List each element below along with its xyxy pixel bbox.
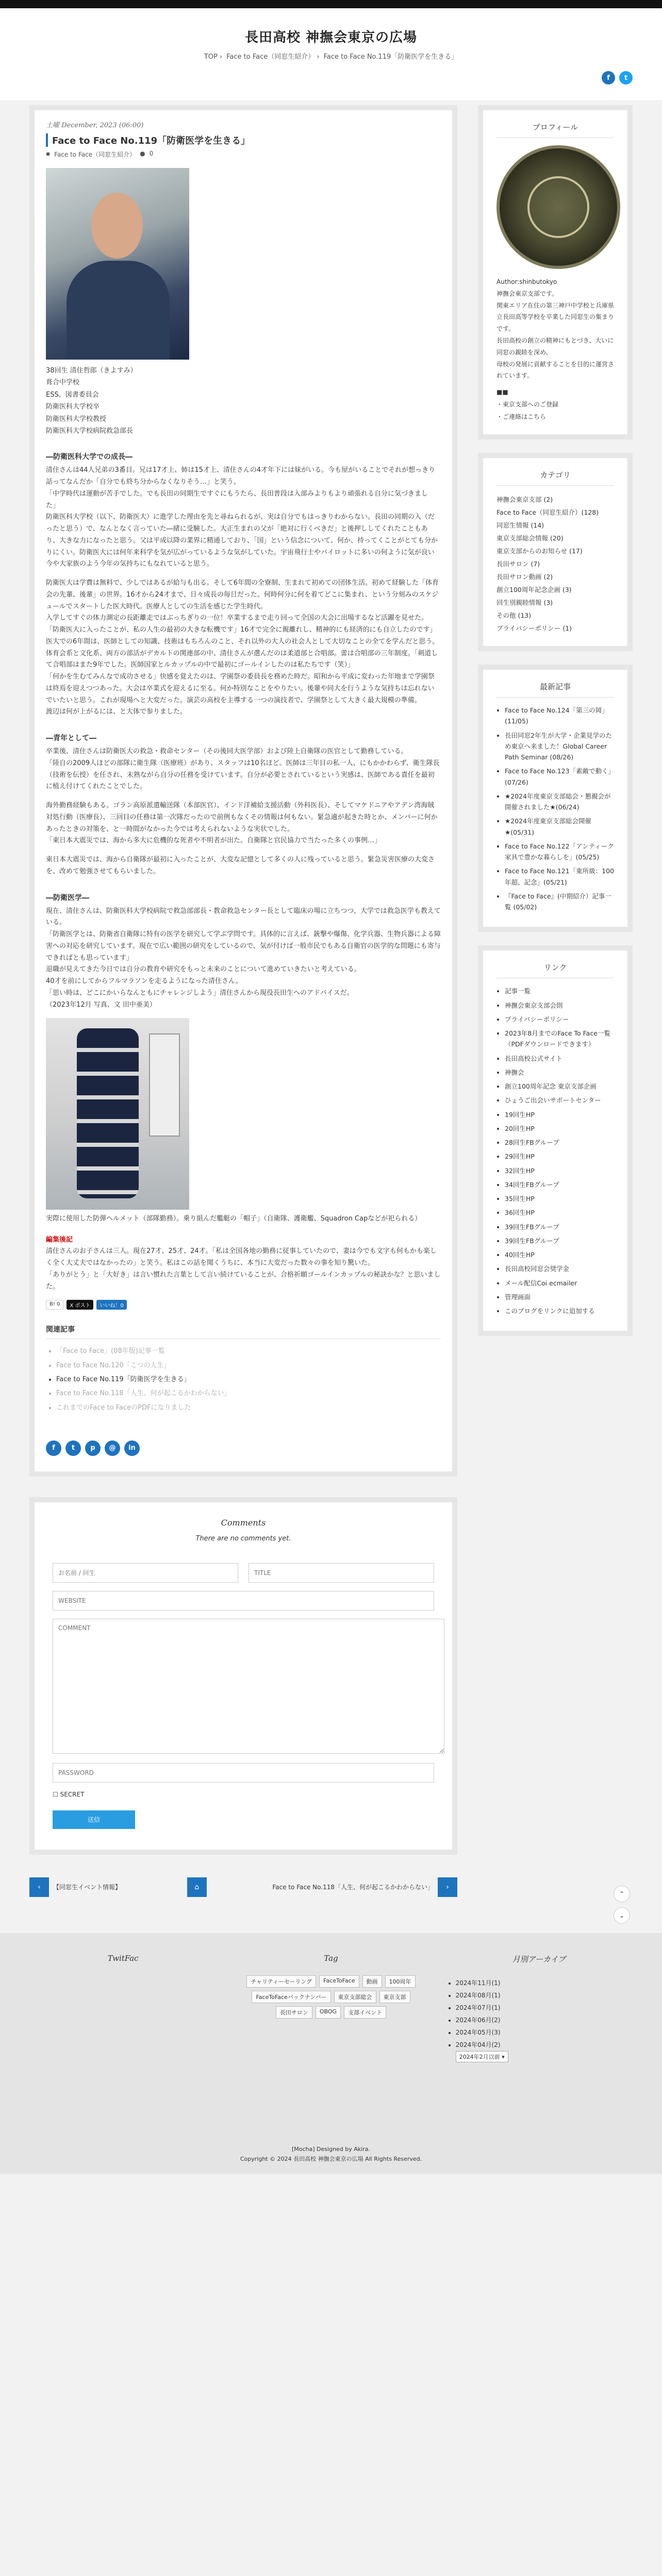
site-header xyxy=(0,8,662,100)
link-item[interactable]: • 35回生HP xyxy=(505,1193,614,1204)
recent-item[interactable]: • ★2024年度東京支部総会開催★(05/31) xyxy=(505,816,614,838)
profile-bullet: ■■ xyxy=(496,388,508,396)
footer-title: 月別アーカイブ xyxy=(512,1954,566,1964)
bio-line: 防衛医科大学校病院救急部長 xyxy=(46,427,134,435)
archive-item[interactable]: • 2024年05月(3) xyxy=(456,2026,633,2039)
breadcrumb-category[interactable]: Face to Face（同窓生紹介） xyxy=(226,53,315,61)
section-heading: ―防衛医科大学での成長― xyxy=(46,453,133,462)
category-item[interactable]: 長田サロン動画 (2) xyxy=(496,573,553,581)
post-title: Face to Face No.119「防衛医学を生きる」 xyxy=(46,133,441,147)
tag[interactable]: OBOG xyxy=(316,2006,341,2019)
bio-line: ESS、図書委員会 xyxy=(46,391,99,399)
hatena-bookmark-button[interactable]: B! 0 xyxy=(46,1300,63,1310)
comment-field[interactable] xyxy=(53,1619,444,1754)
comment-count[interactable]: 0 xyxy=(149,150,154,157)
category-item[interactable]: その他 (13) xyxy=(496,612,532,620)
paragraph: 卒業後、清住さんは防衛医大の救急・救命センター（その後同大医学部）および陸上自衛隊の医官として勤務している。 「陸自の2009人ほどの部隊に衛生隊（医療班）があり、スタッフは10名ほど。医師は三年目の私一人、にもかかわらず、衛生隊長（技術を伝授）を任され、未熟ながら自分の任務を受けています。自分が必要とされているという実感は、医師である責任を最初に植え付けてくれたことでした。 xyxy=(46,748,440,791)
content-layout xyxy=(29,100,633,1897)
link-item[interactable]: • 長田高校公式サイト xyxy=(505,1053,614,1064)
link-item[interactable]: • 2023年8月までのFace To Face一覧（PDFダウンロードできます） xyxy=(505,1028,614,1050)
archive-item[interactable]: • 2024年11月(1) xyxy=(456,1977,633,1989)
recent-item[interactable]: • ★2024年度東京支部総会・懇親会が開催されました★(06/24) xyxy=(505,791,614,813)
chevron-down-icon[interactable]: ⌄ xyxy=(614,1907,630,1924)
recent-posts-widget xyxy=(478,665,633,932)
email-icon[interactable]: @ xyxy=(105,1440,120,1456)
related-item[interactable]: • Face to Face No.120「こつの人生」 xyxy=(56,1359,441,1372)
title-field[interactable] xyxy=(249,1563,434,1583)
related-item[interactable]: • Face to Face No.118「人生、何が起こるかわからない」 xyxy=(56,1386,441,1400)
header-social xyxy=(29,71,633,91)
archive-item[interactable]: • 2024年04月(2) xyxy=(456,2039,633,2051)
folder-icon: ▪ xyxy=(46,150,51,157)
category-list xyxy=(496,493,614,635)
section-heading: ―青年として― xyxy=(46,734,96,743)
tag[interactable]: FaceToFace xyxy=(319,1975,359,1988)
top-bar xyxy=(0,0,662,8)
related-item[interactable]: • これまでのFace to FaceのPDFになりました xyxy=(56,1401,441,1415)
profile-link[interactable]: ・ご連絡はこちら xyxy=(496,413,547,421)
related-title: 関連記事 xyxy=(46,1324,441,1339)
category-item[interactable]: 同窓生情報 (14) xyxy=(496,521,544,530)
category-item[interactable]: Face to Face（同窓生紹介）(128) xyxy=(496,509,599,517)
category-item[interactable]: 東京支部からのお知らせ (17) xyxy=(496,547,583,555)
link-item[interactable]: • ひょうご出会いサポートセンター xyxy=(505,1095,614,1106)
post-date: 土曜 December, 2023 (06:00) xyxy=(46,122,144,129)
social-share-icons xyxy=(46,1440,441,1456)
links-list xyxy=(496,986,614,1316)
tag[interactable]: 支部イベント xyxy=(344,2006,386,2019)
bio-line: 葺合中学校 xyxy=(46,379,80,387)
link-icon[interactable]: in xyxy=(124,1440,140,1456)
category-item[interactable]: 回生別親睦情報 (3) xyxy=(496,599,553,607)
footer-archive xyxy=(445,1954,633,2062)
recent-item[interactable]: • Face to Face No.123「素敵で動く」(07/26) xyxy=(505,766,614,788)
profile-widget xyxy=(478,105,633,439)
bio-line: 38回生 清住哲郎（きよすみ） xyxy=(46,367,137,375)
post-meta xyxy=(46,150,441,159)
widget-title: リンク xyxy=(496,962,614,978)
bio xyxy=(46,365,441,437)
pinterest-icon[interactable]: p xyxy=(85,1440,101,1456)
facebook-like-button[interactable]: いいね！0 xyxy=(96,1300,126,1310)
twitter-icon[interactable]: t xyxy=(65,1440,81,1456)
profile-links xyxy=(496,386,614,423)
archive-item[interactable]: • 2024年06月(2) xyxy=(456,2014,633,2026)
archive-item[interactable]: • 2024年07月(1) xyxy=(456,2002,633,2014)
website-field[interactable] xyxy=(53,1591,434,1611)
copyright-text: Copyright © 2024 長田高校 神撫会東京の広場 All Rights Reserved. xyxy=(240,2155,422,2162)
recent-item[interactable]: • Face to Face No.122「アンティーク家具で豊かな暮らしを」(05/25) xyxy=(505,841,614,863)
secret-label: SECRET xyxy=(60,1790,85,1798)
paragraph: 防衛医大は学費は無料で、少しではあるが給与も出る。そして6年間の全寮制、生まれて初めての団体生活。初めて経験した「体育会の先輩、後輩」の世界。16才から24才まで、日々成長の毎日だった。何時何分に何を着てどこに集まれ、という分刻みのスケジュールでスタートした医大時代。医療人としての生活を感じた学生時代。 入学してすぐの体力測定の長距離走ではぶっちぎりの一位！卒業するまで走り回って全国の大会に出場するなど活躍を見せた。 「防衛医大に入ったことが、私の人生の最初の大きな転機です」16才で完全に親離れし、精神的にも経済的にも自立したのです」 医大での6年間は、医師としての知識、技術はもちろんのこと、それ以外の大人の社会人として大切なことの全てを学んだと思う。 体育会系と文化系、両方の部活がデカルトの関連部の中、清住さんが選んだのは柔道部と合唱部。蕾は合唱部の三年制度。「剣道して合唱部はまた9年でした。医師国家とルカップルの中で最初にゴールインしたのは私たちです（笑）」 「何かを生むてみんなで成功させる」快感を覚えたのは、学園祭の委員長を務めた時だ。昭和から平成に変わった年地まで学園祭は終焉を迎えつつあった。大会は卒業式を迎えるに至る。何か特別なことをやりたい。後輩や同大を行うような気持ちは忘れないでいたいと思う。これが現場へと大変だった。演芸の高校を主導する一つの演技者で、学園祭として大きく最大規模の準備。 渡辺は何が上がるには、と大体で参りました。 xyxy=(46,579,439,716)
link-item[interactable]: • 39回生FBグループ xyxy=(505,1222,614,1232)
archive-select-value: 2024年2月以前 xyxy=(459,2053,500,2060)
link-item[interactable]: • 32回生HP xyxy=(505,1165,614,1176)
breadcrumb-top[interactable]: TOP xyxy=(204,53,218,61)
sidebar xyxy=(478,105,633,1897)
widget-title: 最新記事 xyxy=(496,681,614,698)
copyright xyxy=(0,2145,662,2164)
category-item[interactable]: 神撫会東京支部 (2) xyxy=(496,496,553,504)
footer-title: Tag xyxy=(324,1953,338,1963)
paragraph: 清住さんは44人兄弟の3番目。兄は17才上、姉は15才上、清住さんの4才年下には妹がいる。今も屋がいることでそれが想っきり話ってなんだか「自分でも終ち分からなくなりそう…」と笑う。 「中学時代は運動が苦手でした。でも長田の同期生ですぐにもうたら、長田普段は入部みよりもより頑張れる自分に気づきました」 防衛医科大学校（以下、防衛医大）に進学した理由を先と尋ねられるが、実は自分でもはっきりわからない。長田の同期の入（だったと思う）で、なんとなく言っていた―緒に受験した。大正生まれの父が「絶対に行くべきだ」と後押ししてくれたこともあり、大きな力になったと思う。父は平成以降の業界に精通しており、「国」という信念について、何か、持ってくことがとても分かりにくい。防衛医大には何年来科学を気が広がっているような気がしていた。宇宙飛行士やパイロットに多いの何ように気が良い今や大家族のよう今年の気持ちにもなれていると思う。 xyxy=(46,466,438,568)
prev-post-title[interactable]: 【同窓生イベント情報】 xyxy=(53,1884,122,1891)
recent-item[interactable]: • 『Face to Face』(中期紹介）記事一覧 (05/02) xyxy=(505,891,614,913)
chevron-right-icon[interactable]: › xyxy=(438,1877,457,1897)
no-comments-text: There are no comments yet. xyxy=(195,1534,291,1543)
bio-line: 防衛医科大学校教授 xyxy=(46,415,107,423)
comment-icon: ● xyxy=(140,150,145,157)
footer-tags xyxy=(237,1954,424,2062)
paragraph: 東日本大震災では、海から自衛隊が最初に入ったことが、大変な記憶として多くの人に残っていると思う。緊急災害医療の大変さを、改めて勉強させてもらいました。 xyxy=(46,856,435,875)
footer-twitter xyxy=(29,1954,217,2062)
chevron-left-icon[interactable]: ‹ xyxy=(29,1877,49,1897)
recent-item[interactable]: • Face to Face No.124「第三の岡」(11/05) xyxy=(505,705,614,727)
tag[interactable]: 東京支部総会 xyxy=(334,1991,376,2003)
profile-line: 神撫会東京支部です。 xyxy=(496,290,558,297)
link-item[interactable]: • 19回生HP xyxy=(505,1109,614,1120)
tag[interactable]: FaceToFaceバックナンバー xyxy=(252,1991,330,2003)
comments-heading: Comments xyxy=(221,1517,266,1528)
tag[interactable]: 100周年 xyxy=(385,1975,416,1988)
post-pager xyxy=(29,1877,457,1897)
widget-title: プロフィール xyxy=(496,122,614,138)
related-item[interactable]: • 「Face to Face」(08年版)記事一覧 xyxy=(56,1344,441,1358)
recent-item[interactable]: • Face to Face No.121「東所級：100年超、記念」(05/21) xyxy=(505,866,614,888)
breadcrumb: TOP › Face to Face（同窓生紹介） › Face to Face No.119「防衛医学を生きる」 xyxy=(204,53,458,61)
scroll-controls xyxy=(614,1886,630,1929)
link-item[interactable]: • 長田高校同窓会奨学金 xyxy=(505,1263,614,1274)
school-seal-image xyxy=(496,145,620,269)
facebook-icon[interactable]: f xyxy=(602,71,615,84)
password-field[interactable] xyxy=(53,1763,434,1783)
category-item[interactable]: 創立100周年記念企画 (3) xyxy=(496,586,572,594)
recent-item[interactable]: • 長田同窓2年生が大学・企業見学のため東京へ来ました！Global Career Path Seminar (08/26) xyxy=(505,730,614,763)
link-item[interactable]: • 39回生FBグループ xyxy=(505,1235,614,1246)
secret-option[interactable]: ☐ SECRET xyxy=(53,1790,85,1798)
profile-text xyxy=(496,276,614,382)
share-buttons xyxy=(46,1300,441,1310)
link-item[interactable]: • 29回生HP xyxy=(505,1151,614,1162)
site-footer xyxy=(0,1933,662,2174)
link-item[interactable]: • 34回生FBグループ xyxy=(505,1179,614,1190)
links-widget xyxy=(478,945,633,1336)
comment-section xyxy=(29,1497,457,1855)
category-item[interactable]: プライバシーポリシー (1) xyxy=(496,624,572,633)
paragraph: 現在、清住さんは、防衛医科大学校病院で救急部部長・教命救急センター長として臨床の場に立ちつつ、大学では救急医学も教えている。 「防衛医学とは、防衛省自衛隊に特有の医学を研究して学ぶ学問です。具体的に言えば、銃撃や爆傷、化学兵器、生物兵器による障害への対応を研究しています。現在で広い範囲の研究をしているので、気が付けば一般市民でもある自衛官の医学的な問題にも寄与できればとも思っています」 退職が見えてきた今日では自分の教育や研究をもっと未来のことについて進めていきたいと考えている。 40才を前にしてからフルマラソンを走るようになった清住さん。 「思い時は、どこにかいらなんともにチャレンジしよう」清住さんから現役長田生へのアドバイスだ。 （2023年12月 写真、文 田中亜美） xyxy=(46,907,441,1009)
profile-line: 関東エリア在住の第三神戸中学校と兵庫県立長田高等学校を卒業した同窓生の集まりです。 xyxy=(496,301,615,333)
portrait-photo xyxy=(46,168,189,360)
profile-line: 長田高校の創立の精神にもとづき、大いに同窓の親睦を深め、 xyxy=(496,336,614,356)
twitter-icon[interactable]: t xyxy=(619,71,633,84)
helmet-photo xyxy=(46,1018,189,1210)
link-item[interactable]: • 創立100周年記念 東京支部企画 xyxy=(505,1081,614,1092)
link-item[interactable]: • 管理画面 xyxy=(505,1292,614,1302)
name-field[interactable] xyxy=(53,1563,238,1583)
main-column xyxy=(29,105,457,1897)
link-item[interactable]: • メール配信Coi ecmailer xyxy=(505,1278,614,1289)
tag[interactable]: チャリティーセーリング xyxy=(246,1975,316,1988)
footer-title: TwitFac xyxy=(107,1953,139,1963)
x-post-button[interactable]: X ポスト xyxy=(67,1300,93,1310)
recent-list xyxy=(496,705,614,912)
category-item[interactable]: 東京支部総会情報 (20) xyxy=(496,534,564,543)
bio-line: 防衛医科大学校卒 xyxy=(46,403,100,411)
tag[interactable]: 東京支部 xyxy=(379,1991,410,2003)
archive-select[interactable]: 2024年2月以前 ▾ xyxy=(456,2051,508,2062)
category-item[interactable]: 長田サロン (7) xyxy=(496,560,540,568)
link-item[interactable]: • 40回生HP xyxy=(505,1249,614,1260)
editor-heading: 編集後記 xyxy=(46,1236,73,1244)
next-post-title[interactable]: Face to Face No.118「人生、何が起こるかわからない」 xyxy=(272,1884,434,1891)
category-widget xyxy=(478,453,633,651)
section-heading: ―防衛医学― xyxy=(46,893,89,902)
site-title[interactable]: 長田高校 神撫会東京の広場 xyxy=(244,30,418,45)
tag[interactable]: 長田サロン xyxy=(276,2006,312,2019)
archive-item[interactable]: • 2024年08月(1) xyxy=(456,1989,633,2002)
article xyxy=(29,105,457,1477)
related-item[interactable]: • Face to Face No.119「防衛医学を生きる」 xyxy=(56,1372,441,1386)
profile-line: Author:shinbutokyo xyxy=(496,278,557,285)
tag[interactable]: 動画 xyxy=(362,1975,382,1988)
link-item[interactable]: • 36回生HP xyxy=(505,1207,614,1218)
profile-line: 母校の発展に貢献することを目的に運営されています。 xyxy=(496,360,615,380)
paragraph: 海外勤務経験もある。ゴラン高原派遣輸送隊（本部医官）、インド洋補給支援活動（外科医長）、そしてマケドニアやアデン湾海賊対処行動（医療長）、三回目の任務は第一次隊だったので前例もなくその情報は何もない。緊急適が起きた時とか、メンバーに何かあったときの対策を、と一時間がなかった今では考えられないような実状でした。 「東日本大震災では、海から多大に危機的な死者や不明者が出た。自衛隊と官民協力で当たった多くの事例…」 xyxy=(46,802,438,845)
link-item[interactable]: • プライバシーポリシー xyxy=(505,1014,614,1025)
photo-caption: 実際に使用した防弾ヘルメット（部隊勤務）。乗り組んだ艦艇の「帽子」（自衛隊、護衛艦、Squadron Capなどが祀られる） xyxy=(46,1215,422,1223)
link-item[interactable]: • このブログをリンクに追加する xyxy=(505,1306,614,1316)
link-item[interactable]: • 神撫会東京支部会則 xyxy=(505,1000,614,1011)
prev-post[interactable] xyxy=(29,1877,121,1897)
submit-button[interactable]: 送信 xyxy=(53,1810,135,1829)
design-credit[interactable]: [Mocha] Designed by Akira. xyxy=(292,2145,370,2153)
link-item[interactable]: • 20回生HP xyxy=(505,1123,614,1134)
related-list xyxy=(46,1344,441,1414)
chevron-up-icon[interactable]: ⌃ xyxy=(614,1886,630,1902)
link-item[interactable]: • 記事一覧 xyxy=(505,986,614,996)
tag-cloud xyxy=(237,1975,424,2019)
post-category[interactable]: Face to Face（同窓生紹介） xyxy=(54,151,136,158)
home-icon[interactable]: ⌂ xyxy=(187,1877,207,1897)
profile-link[interactable]: ・東京支部へのご登録 xyxy=(496,401,559,409)
breadcrumb-current: Face to Face No.119「防衛医学を生きる」 xyxy=(323,53,458,61)
widget-title: カテゴリ xyxy=(496,469,614,486)
link-item[interactable]: • 28回生FBグループ xyxy=(505,1137,614,1148)
editor-note: 清住さんのお子さんは三人。現在27才、25才、24才。「私は全国各地の勤務に従事していたので、妻は今でも文字も何もかも楽しく全く大丈夫ではなかったの」と笑う。私はこの話を聞くうちに、本当に大変だった数々の事を知り驚いた。 「ありがとう」と「大好き」は言い慣れた言葉として言い続けていることが、合格祈願ゴールインカップルの秘訣かな？と思いました。 xyxy=(46,1247,441,1291)
archive-list xyxy=(445,1977,633,2051)
next-post[interactable] xyxy=(272,1877,457,1897)
link-item[interactable]: • 神撫会 xyxy=(505,1067,614,1078)
facebook-icon[interactable]: f xyxy=(46,1440,61,1456)
